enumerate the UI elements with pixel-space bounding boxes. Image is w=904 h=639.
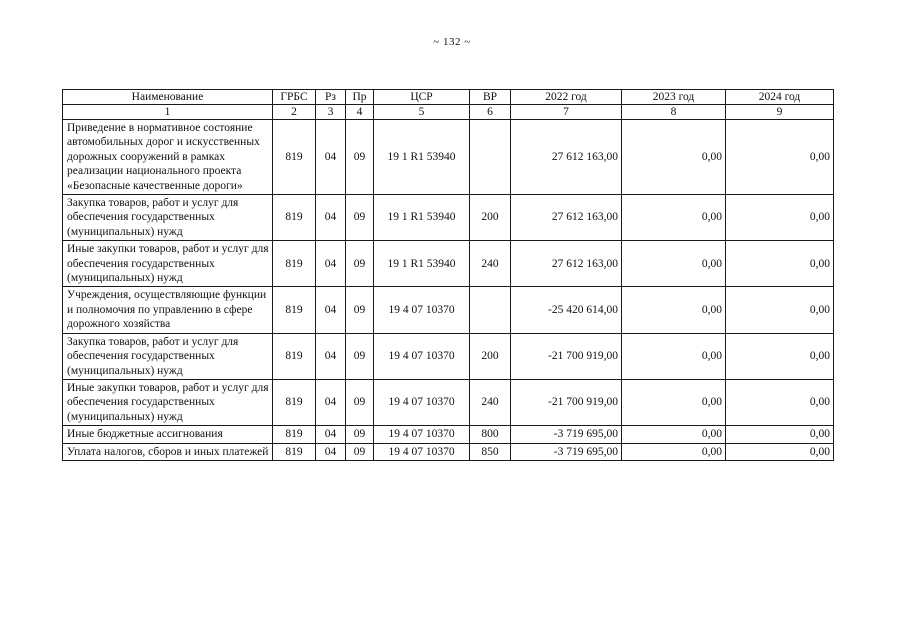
row-grbs: 819: [273, 287, 316, 333]
column-number: 3: [316, 105, 346, 120]
row-name: Иные закупки товаров, работ и услуг для обеспечения государственных (муниципальных) нужд: [63, 241, 273, 287]
row-vr: 240: [470, 379, 511, 425]
row-2022: -3 719 695,00: [511, 443, 622, 460]
row-vr: 240: [470, 241, 511, 287]
row-vr: 200: [470, 195, 511, 241]
column-number: 7: [511, 105, 622, 120]
row-rz: 04: [316, 241, 346, 287]
row-vr: 200: [470, 333, 511, 379]
row-2024: 0,00: [726, 333, 834, 379]
budget-table: [62, 89, 834, 461]
header-name: Наименование: [63, 90, 273, 105]
column-number-row: [63, 105, 834, 120]
header-rz: Рз: [316, 90, 346, 105]
row-2023: 0,00: [622, 379, 726, 425]
row-2022: 27 612 163,00: [511, 241, 622, 287]
table-row: [63, 195, 834, 241]
row-name: Закупка товаров, работ и услуг для обеспечения государственных (муниципальных) нужд: [63, 333, 273, 379]
table-row: [63, 333, 834, 379]
row-csr: 19 1 R1 53940: [374, 195, 470, 241]
column-number: 4: [346, 105, 374, 120]
row-2024: 0,00: [726, 195, 834, 241]
row-vr: 800: [470, 426, 511, 443]
row-2023: 0,00: [622, 443, 726, 460]
row-grbs: 819: [273, 241, 316, 287]
row-csr: 19 4 07 10370: [374, 379, 470, 425]
row-2024: 0,00: [726, 287, 834, 333]
row-2023: 0,00: [622, 120, 726, 195]
row-2024: 0,00: [726, 120, 834, 195]
row-grbs: 819: [273, 195, 316, 241]
row-pr: 09: [346, 333, 374, 379]
row-2024: 0,00: [726, 443, 834, 460]
row-2023: 0,00: [622, 333, 726, 379]
row-2022: 27 612 163,00: [511, 195, 622, 241]
table-row: [63, 287, 834, 333]
row-pr: 09: [346, 195, 374, 241]
row-grbs: 819: [273, 333, 316, 379]
row-csr: 19 4 07 10370: [374, 426, 470, 443]
column-number: 1: [63, 105, 273, 120]
column-number: 5: [374, 105, 470, 120]
row-2024: 0,00: [726, 426, 834, 443]
row-pr: 09: [346, 120, 374, 195]
row-rz: 04: [316, 333, 346, 379]
row-2022: -21 700 919,00: [511, 333, 622, 379]
row-name: Закупка товаров, работ и услуг для обеспечения государственных (муниципальных) нужд: [63, 195, 273, 241]
header-csr: ЦСР: [374, 90, 470, 105]
header-row: [63, 90, 834, 105]
column-number: 2: [273, 105, 316, 120]
row-2022: -21 700 919,00: [511, 379, 622, 425]
row-grbs: 819: [273, 379, 316, 425]
row-2023: 0,00: [622, 195, 726, 241]
column-number: 6: [470, 105, 511, 120]
row-2022: -25 420 614,00: [511, 287, 622, 333]
page-number: ~ 132 ~: [433, 36, 471, 48]
table-row: [63, 120, 834, 195]
header-grbs: ГРБС: [273, 90, 316, 105]
row-vr: [470, 287, 511, 333]
row-2023: 0,00: [622, 287, 726, 333]
row-name: Учреждения, осуществляющие функции и полномочия по управлению в сфере дорожного хозяйства: [63, 287, 273, 333]
row-name: Уплата налогов, сборов и иных платежей: [63, 443, 273, 460]
row-pr: 09: [346, 443, 374, 460]
row-rz: 04: [316, 426, 346, 443]
header-2023: 2023 год: [622, 90, 726, 105]
row-2023: 0,00: [622, 241, 726, 287]
table-row: [63, 426, 834, 443]
row-2022: -3 719 695,00: [511, 426, 622, 443]
table-row: [63, 443, 834, 460]
row-vr: 850: [470, 443, 511, 460]
row-2023: 0,00: [622, 426, 726, 443]
row-csr: 19 4 07 10370: [374, 333, 470, 379]
header-vr: ВР: [470, 90, 511, 105]
row-name: Иные закупки товаров, работ и услуг для обеспечения государственных (муниципальных) нужд: [63, 379, 273, 425]
row-2022: 27 612 163,00: [511, 120, 622, 195]
row-rz: 04: [316, 287, 346, 333]
column-number: 8: [622, 105, 726, 120]
row-rz: 04: [316, 443, 346, 460]
row-csr: 19 4 07 10370: [374, 443, 470, 460]
header-pr: Пр: [346, 90, 374, 105]
row-name: Иные бюджетные ассигнования: [63, 426, 273, 443]
row-2024: 0,00: [726, 379, 834, 425]
row-name: Приведение в нормативное состояние автомобильных дорог и искусственных дорожных сооружений в рамках реализации национального проекта «Безопасные качественные дороги»: [63, 120, 273, 195]
row-rz: 04: [316, 195, 346, 241]
header-2024: 2024 год: [726, 90, 834, 105]
row-grbs: 819: [273, 443, 316, 460]
row-pr: 09: [346, 426, 374, 443]
row-pr: 09: [346, 287, 374, 333]
row-grbs: 819: [273, 426, 316, 443]
row-csr: 19 4 07 10370: [374, 287, 470, 333]
header-2022: 2022 год: [511, 90, 622, 105]
row-grbs: 819: [273, 120, 316, 195]
row-rz: 04: [316, 120, 346, 195]
row-rz: 04: [316, 379, 346, 425]
row-pr: 09: [346, 379, 374, 425]
row-csr: 19 1 R1 53940: [374, 241, 470, 287]
row-2024: 0,00: [726, 241, 834, 287]
row-csr: 19 1 R1 53940: [374, 120, 470, 195]
table-row: [63, 379, 834, 425]
column-number: 9: [726, 105, 834, 120]
row-vr: [470, 120, 511, 195]
table-row: [63, 241, 834, 287]
row-pr: 09: [346, 241, 374, 287]
